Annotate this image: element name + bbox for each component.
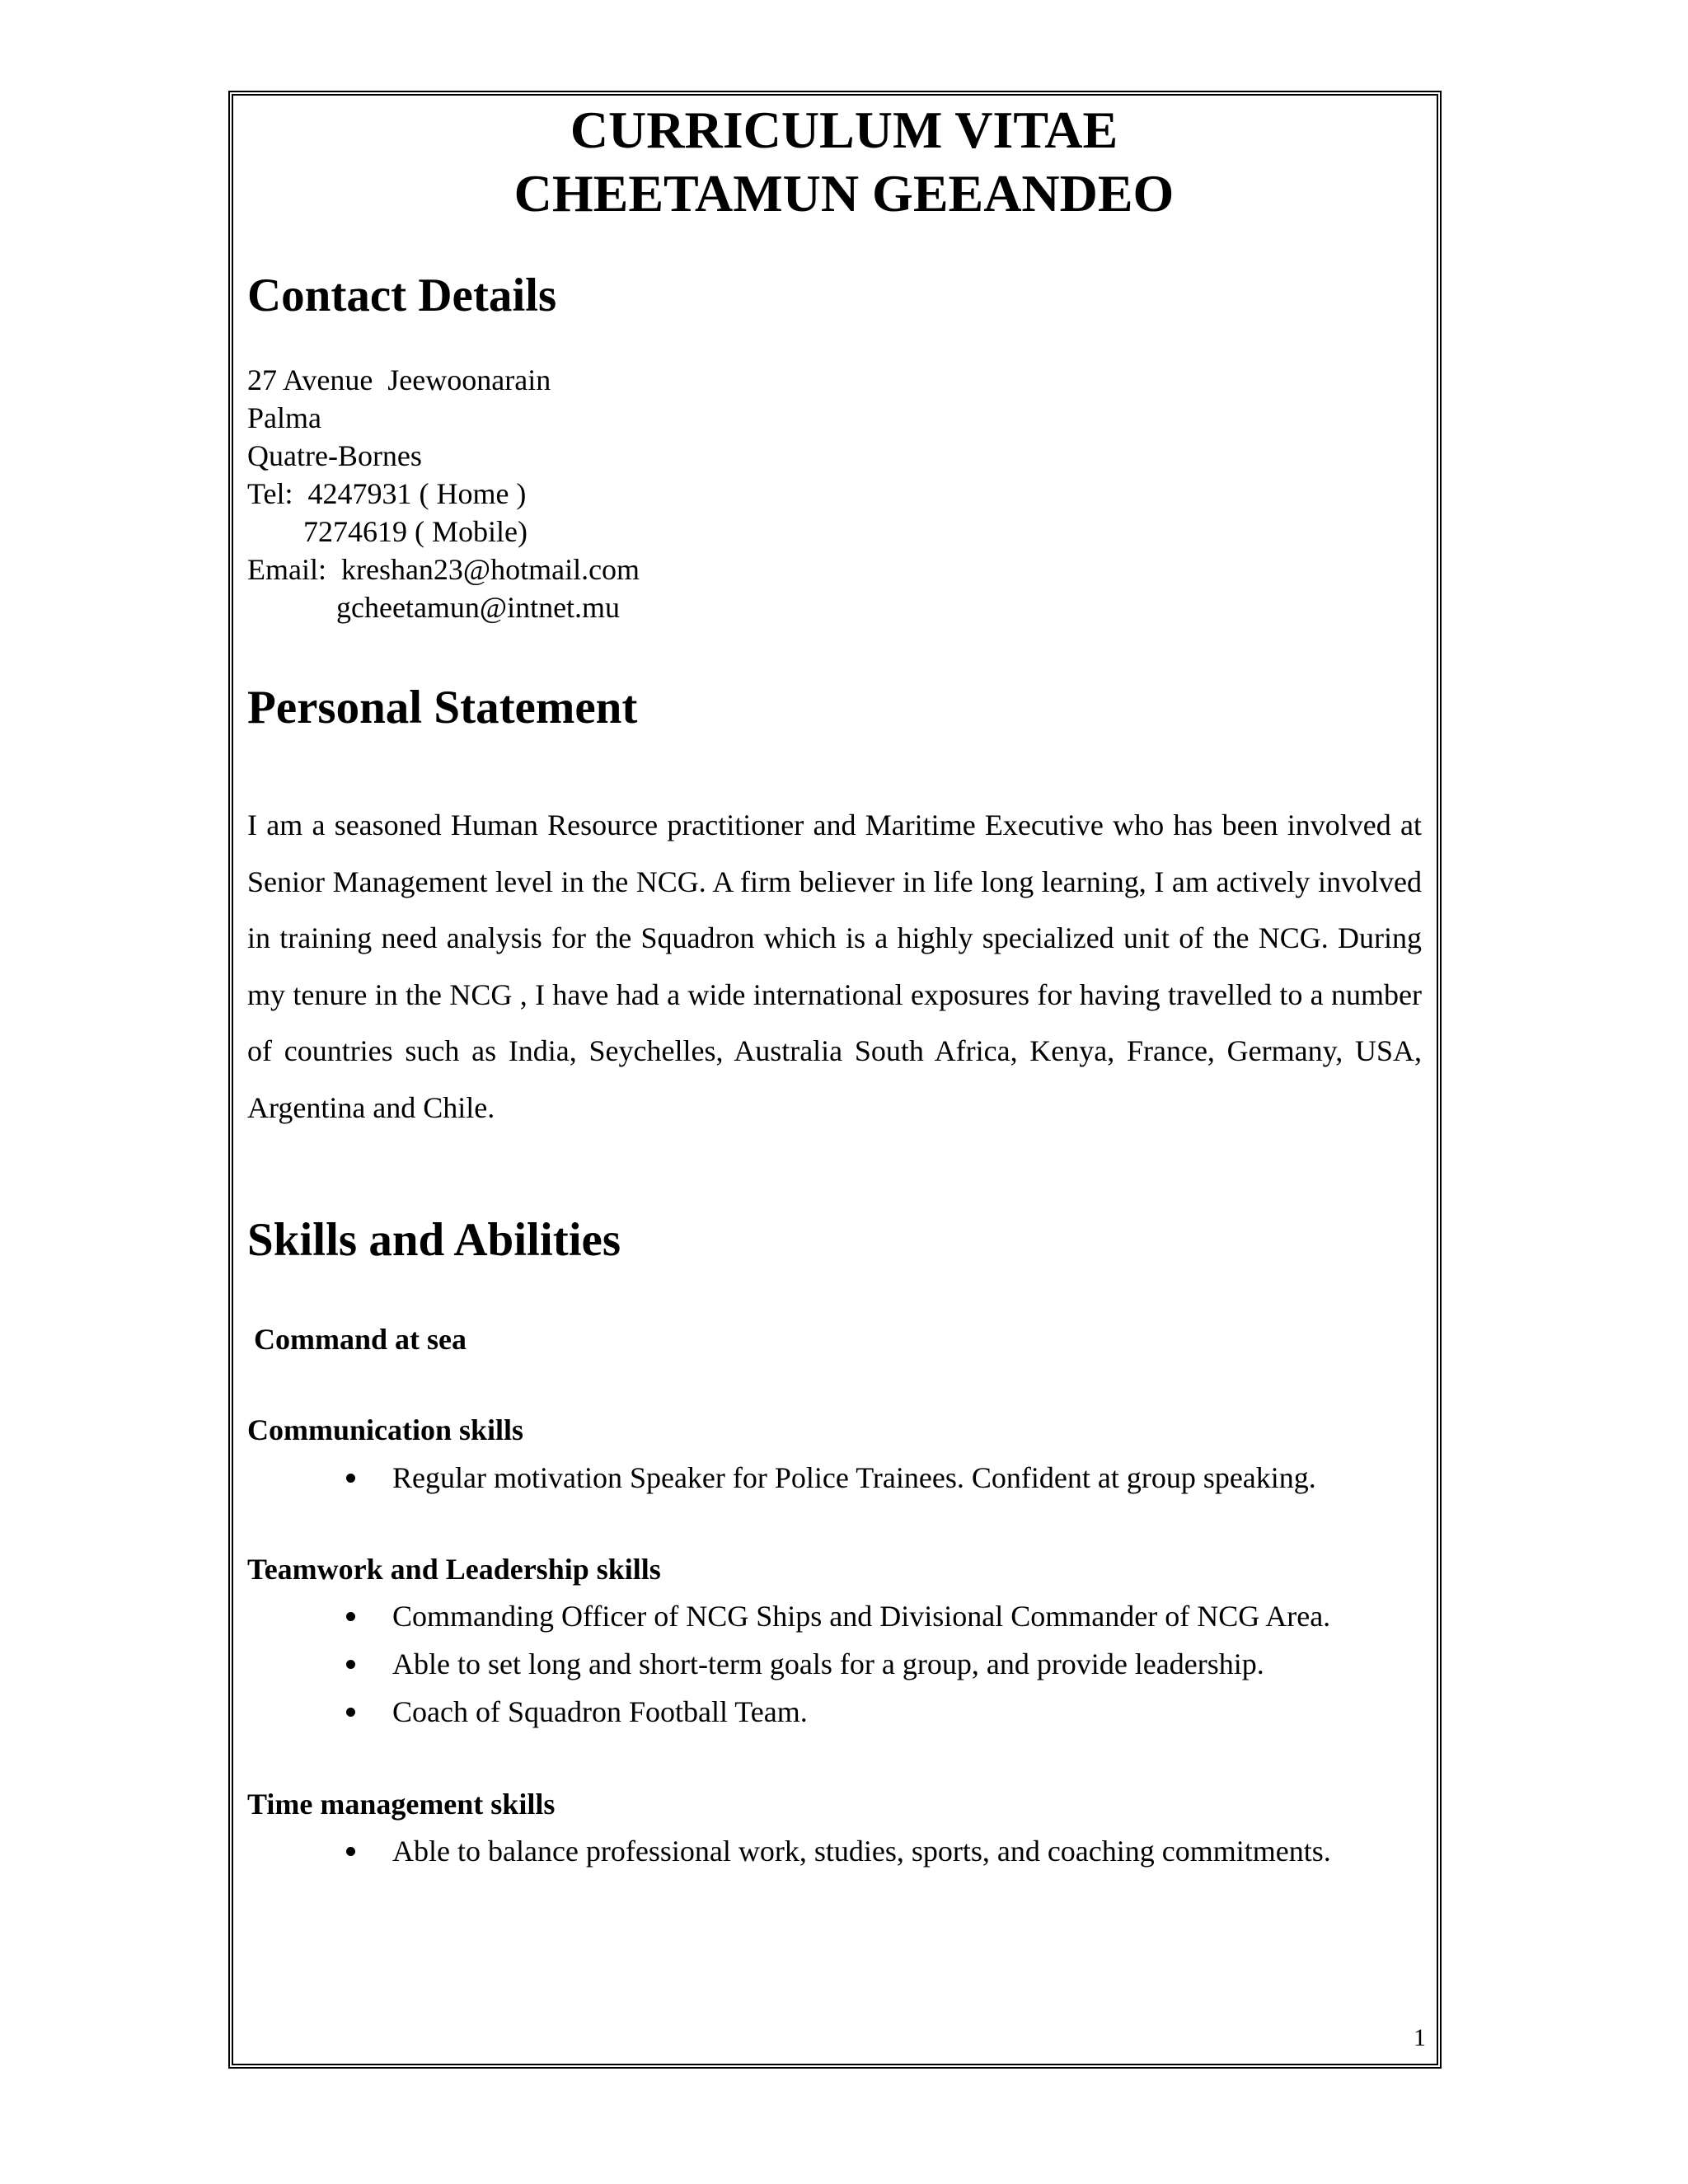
communication-skills-list xyxy=(346,1463,1316,1511)
email-secondary: gcheetamun@intnet.mu xyxy=(336,591,621,624)
bullet-icon xyxy=(346,1474,355,1483)
personal-statement-heading: Personal Statement xyxy=(247,682,638,733)
email-primary: Email: kreshan23@hotmail.com xyxy=(247,553,640,586)
time-management-skills-list xyxy=(346,1836,1331,1884)
address-line-1: 27 Avenue Jeewoonarain xyxy=(247,363,551,396)
contact-details-block xyxy=(247,361,640,626)
telephone-home: Tel: 4247931 ( Home ) xyxy=(247,477,527,510)
list-item xyxy=(346,1649,1330,1697)
address-line-3: Quatre-Bornes xyxy=(247,439,422,472)
list-item-text: Able to balance professional work, studies, sports, and coaching commitments. xyxy=(392,1835,1331,1868)
bullet-icon xyxy=(346,1612,355,1621)
teamwork-skills-title: Teamwork and Leadership skills xyxy=(247,1553,661,1586)
list-item-text: Regular motivation Speaker for Police Trainees. Confident at group speaking. xyxy=(392,1461,1316,1494)
list-item xyxy=(346,1836,1331,1884)
list-item-text: Commanding Officer of NCG Ships and Divisional Commander of NCG Area. xyxy=(392,1600,1331,1633)
contact-details-heading: Contact Details xyxy=(247,269,557,321)
skill-command-at-sea: Command at sea xyxy=(254,1323,467,1356)
candidate-name: CHEETAMUN GEEANDEO xyxy=(513,164,1175,223)
communication-skills-title: Communication skills xyxy=(247,1413,524,1446)
document-title: CURRICULUM VITAE xyxy=(570,101,1118,159)
teamwork-skills-list xyxy=(346,1601,1330,1745)
page-number: 1 xyxy=(1414,2024,1426,2051)
list-item xyxy=(346,1463,1316,1511)
skills-heading: Skills and Abilities xyxy=(247,1214,621,1266)
personal-statement-text: I am a seasoned Human Resource practitioner and Maritime Executive who has been involved at Senior Management level in the NCG. A firm believer in life long learning, I am actively involved in training need analysis for the Squadron which is a highly specialized unit of the NCG. During my tenure in the NCG , I have had a wide international exposures for having travelled to a number of countries such as India, Seychelles, Australia South Africa, Kenya, France, Germany, USA, Argentina and Chile. xyxy=(247,808,1422,1124)
list-item-text: Able to set long and short-term goals for a group, and provide leadership. xyxy=(392,1647,1264,1680)
bullet-icon xyxy=(346,1660,355,1669)
bullet-icon xyxy=(346,1847,355,1856)
bullet-icon xyxy=(346,1708,355,1717)
list-item-text: Coach of Squadron Football Team. xyxy=(392,1695,808,1728)
address-line-2: Palma xyxy=(247,401,321,434)
telephone-mobile: 7274619 ( Mobile) xyxy=(303,515,528,548)
list-item xyxy=(346,1697,1330,1745)
time-management-skills-title: Time management skills xyxy=(247,1788,556,1821)
list-item xyxy=(346,1601,1330,1649)
